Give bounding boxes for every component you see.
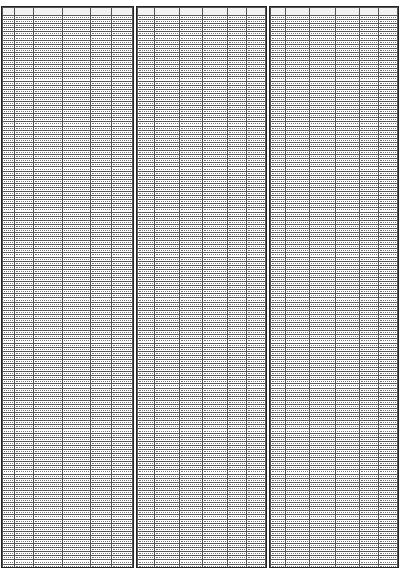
column-header: [34, 8, 63, 16]
column-header: [246, 8, 265, 16]
table-header-row: [138, 8, 266, 16]
column-header: [14, 8, 34, 16]
column-header: [227, 8, 246, 16]
column-header: [378, 8, 397, 16]
column-header: [359, 8, 378, 16]
table-panel-2: [136, 6, 267, 568]
column-header: [91, 8, 112, 16]
table-body-1: [3, 16, 133, 569]
table-header-row: [3, 8, 133, 16]
table-panel-3: [269, 6, 399, 568]
table-body-3: [271, 16, 398, 569]
data-table-1: [2, 7, 133, 568]
data-table-2: [137, 7, 266, 568]
column-header: [203, 8, 227, 16]
column-header: [286, 8, 310, 16]
column-header: [138, 8, 155, 16]
table-body-2: [138, 16, 266, 569]
column-header: [335, 8, 359, 16]
column-header: [271, 8, 286, 16]
data-table-3: [270, 7, 398, 568]
table-header-row: [271, 8, 398, 16]
column-header: [112, 8, 133, 16]
column-header: [310, 8, 335, 16]
table-panel-1: [1, 6, 134, 568]
column-header: [180, 8, 203, 16]
column-header: [3, 8, 15, 16]
column-header: [62, 8, 91, 16]
column-header: [154, 8, 180, 16]
